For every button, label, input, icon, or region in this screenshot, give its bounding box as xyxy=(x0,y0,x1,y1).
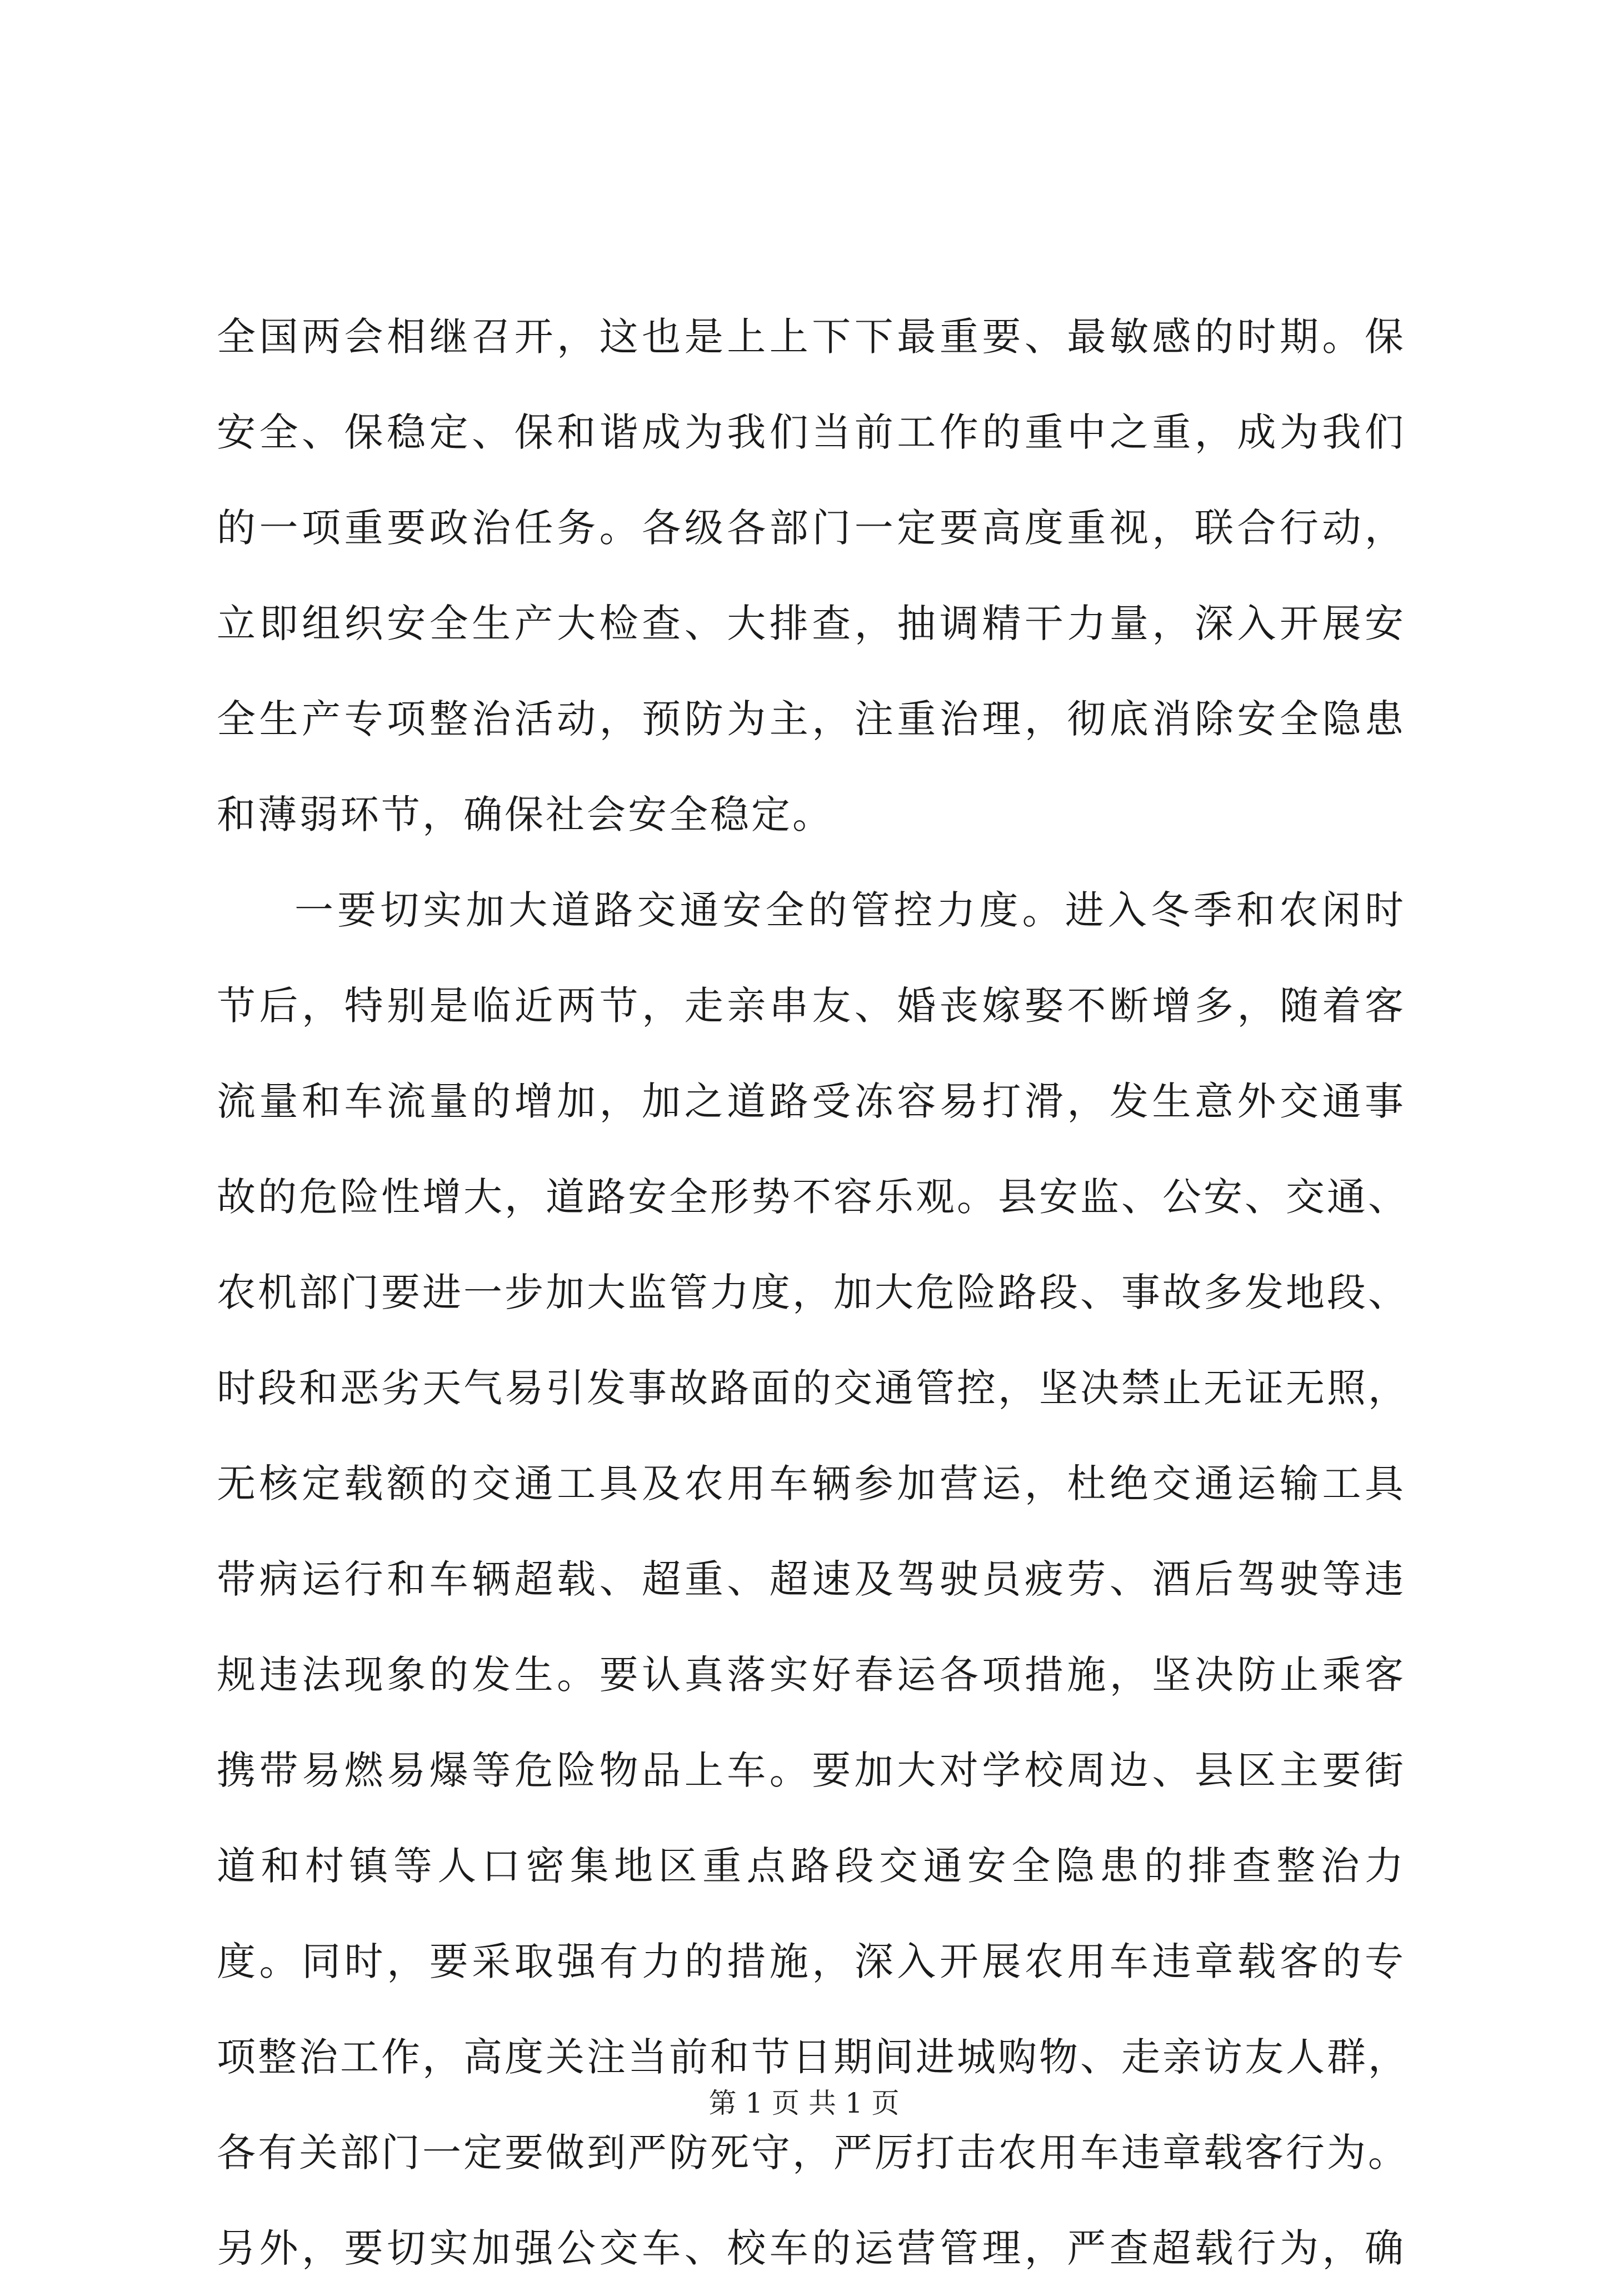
text-line: 度。同时，要采取强有力的措施，深入开展农用车违章载客的专 xyxy=(217,1939,1406,1984)
page-footer: 第 1 页 共 1 页 xyxy=(708,2087,900,2119)
text-line: 规违法现象的发生。要认真落实好春运各项措施，坚决防止乘客 xyxy=(217,1652,1406,1698)
paragraph-1 xyxy=(217,289,1406,862)
text-line: 安全、保稳定、保和谐成为我们当前工作的重中之重，成为我们 xyxy=(217,410,1406,455)
text-line: 项整治工作，高度关注当前和节日期间进城购物、走亲访友人群， xyxy=(217,2034,1409,2080)
text-line: 各有关部门一定要做到严防死守，严厉打击农用车违章载客行为。 xyxy=(217,2130,1409,2175)
text-line: 节后，特别是临近两节，走亲串友、婚丧嫁娶不断增多，随着客 xyxy=(217,983,1406,1029)
text-line: 带病运行和车辆超载、超重、超速及驾驶员疲劳、酒后驾驶等违 xyxy=(217,1556,1406,1602)
text-line: 携带易燃易爆等危险物品上车。要加大对学校周边、县区主要街 xyxy=(217,1748,1406,1793)
text-line: 一要切实加大道路交通安全的管控力度。进入冬季和农闲时 xyxy=(294,887,1406,933)
text-line: 和薄弱环节，确保社会安全稳定。 xyxy=(217,792,833,837)
text-line: 农机部门要进一步加大监管力度，加大危险路段、事故多发地段、 xyxy=(217,1270,1409,1315)
text-line: 时段和恶劣天气易引发事故路面的交通管控，坚决禁止无证无照， xyxy=(217,1365,1409,1411)
text-line: 道和村镇等人口密集地区重点路段交通安全隐患的排查整治力 xyxy=(217,1843,1406,1889)
text-line: 无核定载额的交通工具及农用车辆参加营运，杜绝交通运输工具 xyxy=(217,1461,1406,1506)
text-line: 流量和车流量的增加，加之道路受冻容易打滑，发生意外交通事 xyxy=(217,1079,1406,1124)
text-line: 故的危险性增大，道路安全形势不容乐观。县安监、公安、交通、 xyxy=(217,1174,1409,1220)
text-line: 立即组织安全生产大检查、大排查，抽调精干力量，深入开展安 xyxy=(217,601,1406,646)
text-line: 全生产专项整治活动，预防为主，注重治理，彻底消除安全隐患 xyxy=(217,696,1406,742)
body-text xyxy=(217,289,1409,2296)
text-line: 另外，要切实加强公交车、校车的运营管理，严查超载行为，确 xyxy=(217,2225,1406,2271)
text-line: 的一项重要政治任务。各级各部门一定要高度重视，联合行动， xyxy=(217,505,1406,551)
text-line: 全国两会相继召开，这也是上上下下最重要、最敏感的时期。保 xyxy=(217,314,1406,360)
